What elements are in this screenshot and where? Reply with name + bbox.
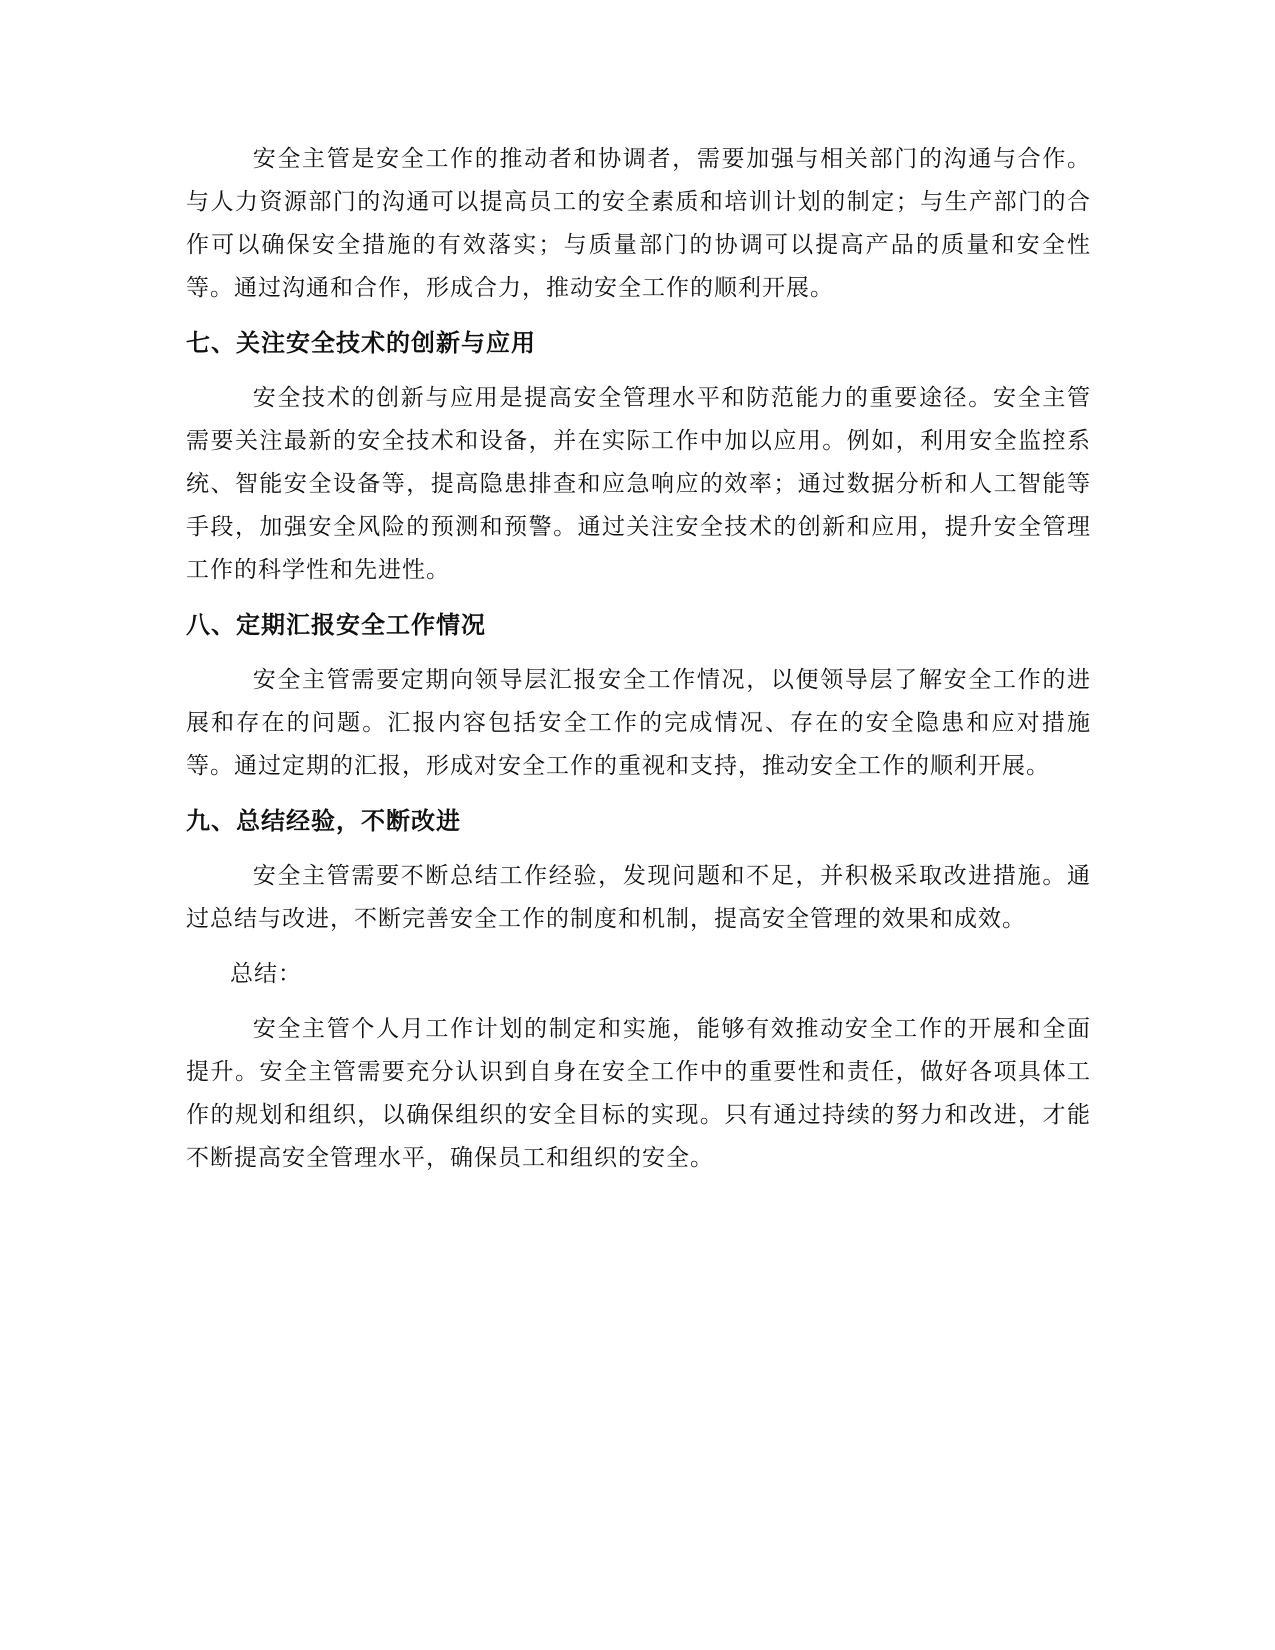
document-body xyxy=(186,138,1091,1192)
section-8-heading: 八、定期汇报安全工作情况 xyxy=(186,611,486,639)
summary-label: 总结： xyxy=(230,961,302,987)
section-7-paragraph: 安全技术的创新与应用是提高安全管理水平和防范能力的重要途径。安全主管需要关注最新的安全技术和设备，并在实际工作中加以应用。例如，利用安全监控系统、智能安全设备等，提高隐患排查和应急响应的效率；通过数据分析和人工智能等手段，加强安全风险的预测和预警。通过关注安全技术的创新和应用，提升安全管理工作的科学性和先进性。 xyxy=(186,385,1091,583)
intro-paragraph: 安全主管是安全工作的推动者和协调者，需要加强与相关部门的沟通与合作。与人力资源部门的沟通可以提高员工的安全素质和培训计划的制定；与生产部门的合作可以确保安全措施的有效落实；与质量部门的协调可以提高产品的质量和安全性等。通过沟通和合作，形成合力，推动安全工作的顺利开展。 xyxy=(186,146,1091,301)
section-8-paragraph: 安全主管需要定期向领导层汇报安全工作情况，以便领导层了解安全工作的进展和存在的问题。汇报内容包括安全工作的完成情况、存在的安全隐患和应对措施等。通过定期的汇报，形成对安全工作的重视和支持，推动安全工作的顺利开展。 xyxy=(186,667,1091,779)
section-9-heading: 九、总结经验，不断改进 xyxy=(186,807,461,835)
summary-paragraph: 安全主管个人月工作计划的制定和实施，能够有效推动安全工作的开展和全面提升。安全主管需要充分认识到自身在安全工作中的重要性和责任，做好各项具体工作的规划和组织，以确保组织的安全目标的实现。只有通过持续的努力和改进，才能不断提高安全管理水平，确保员工和组织的安全。 xyxy=(186,1016,1091,1171)
section-9-paragraph: 安全主管需要不断总结工作经验，发现问题和不足，并积极采取改进措施。通过总结与改进，不断完善安全工作的制度和机制，提高安全管理的效果和成效。 xyxy=(186,863,1091,932)
section-7-heading: 七、关注安全技术的创新与应用 xyxy=(186,329,536,357)
